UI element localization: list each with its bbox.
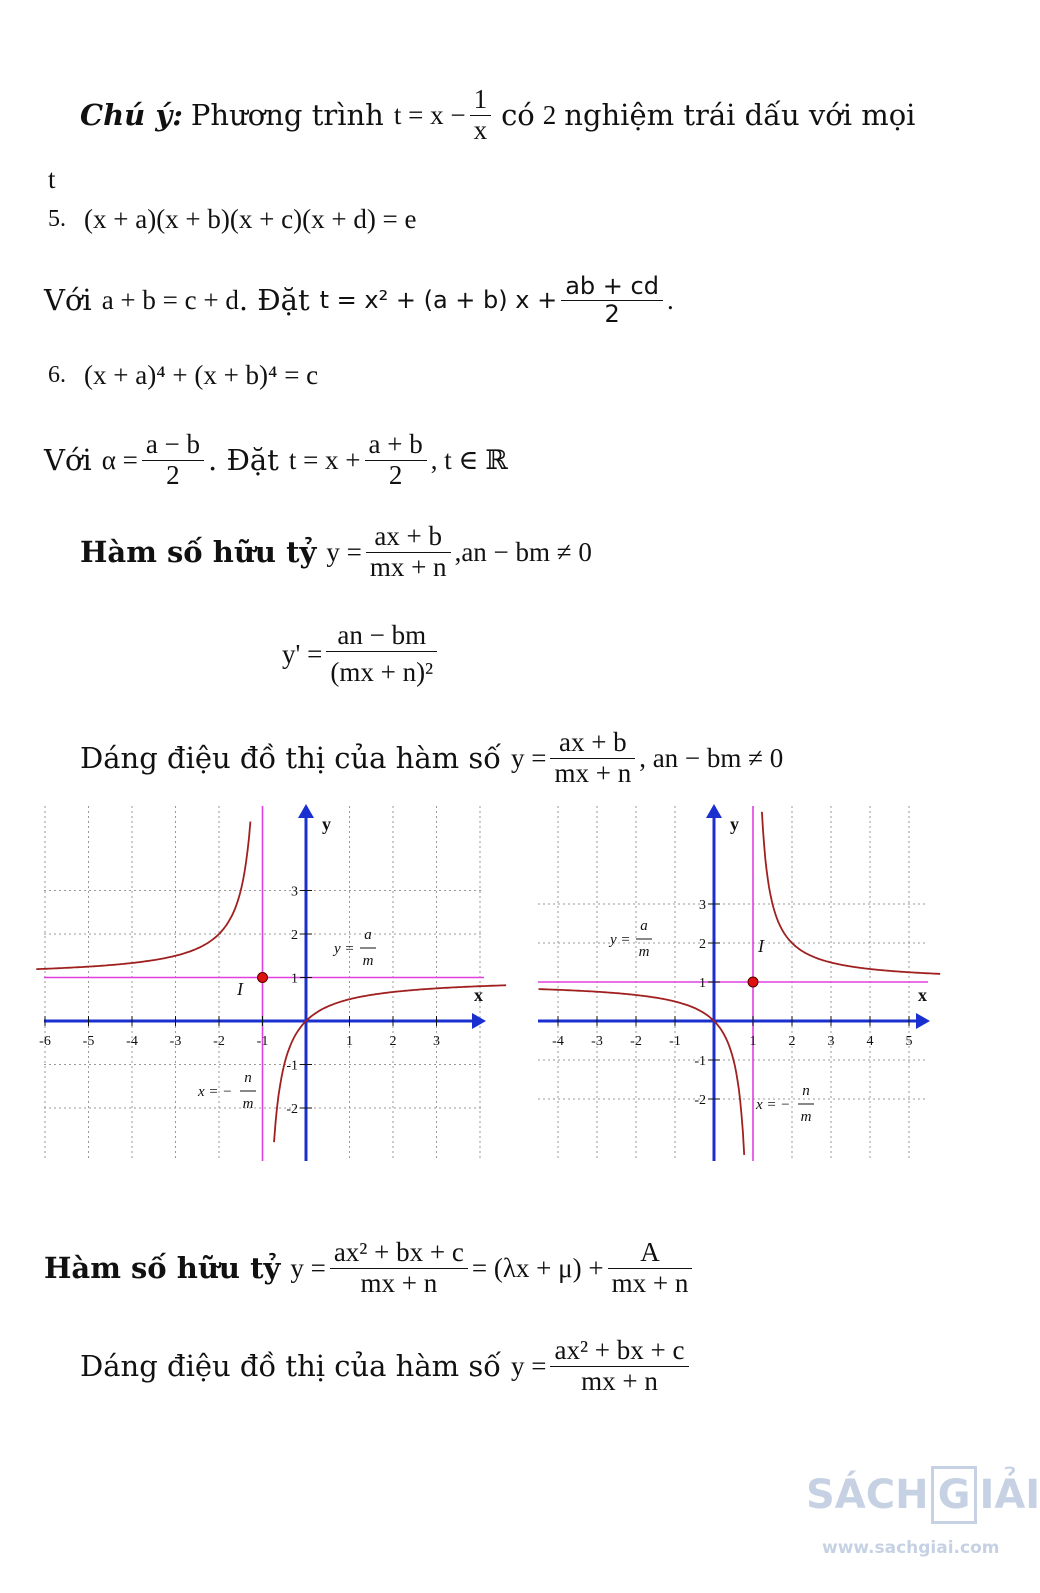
h-asymptote-den: m	[362, 953, 374, 969]
x-tick-label: -6	[39, 1034, 51, 1049]
x-axis-label: x	[474, 985, 483, 1005]
y-axis-label: y	[322, 814, 331, 834]
watermark-url: www.sachgiai.com	[822, 1538, 1000, 1558]
item6-t-num: a + b	[368, 428, 423, 459]
item5-substitution-line	[44, 262, 674, 338]
item6-set: . Đặt	[208, 443, 279, 477]
x-tick-label: -5	[82, 1034, 95, 1049]
rational1-shape-num: ax + b	[558, 726, 627, 757]
center-point	[748, 977, 758, 987]
item6-equation-line	[48, 360, 318, 391]
rational2-den2: mx + n	[608, 1268, 693, 1299]
y-axis-arrow	[298, 804, 314, 818]
watermark-logo	[806, 1466, 1040, 1524]
item5-set: . Đặt	[238, 283, 310, 317]
v-asymptote-label: x = −	[756, 1097, 791, 1113]
rational2-mid: = (λx + μ) +	[471, 1252, 604, 1283]
y-axis-arrow	[706, 804, 722, 818]
item5-end: .	[666, 284, 674, 315]
x-axis-arrow	[916, 1013, 930, 1029]
hyperbola-graph-right	[534, 800, 934, 1165]
rational1-deriv-fraction	[326, 621, 437, 687]
note-text-2: có	[501, 98, 535, 132]
note-frac-den: x	[470, 115, 492, 146]
item6-with: Với	[44, 443, 92, 477]
item5-equation-line	[48, 204, 417, 235]
x-tick-label: 2	[389, 1034, 397, 1049]
y-tick-label: 1	[699, 976, 706, 991]
item6-substitution-line	[44, 420, 508, 500]
rational1-title: Hàm số hữu tỷ	[80, 535, 317, 569]
rational2-num2: A	[640, 1236, 660, 1267]
item5-t-equation: t = x² + (a + b) x +	[319, 286, 558, 314]
rational1-shape-text: Dáng điệu đồ thị của hàm số	[80, 741, 501, 775]
center-label: I	[758, 936, 764, 956]
x-tick-label: 4	[866, 1034, 874, 1049]
item5-number: 5.	[48, 206, 66, 232]
item5-equation: (x + a)(x + b)(x + c)(x + d) = e	[84, 204, 417, 234]
rational2-line	[44, 1226, 696, 1310]
item6-t-left: t = x +	[288, 444, 361, 475]
note-frac-num: 1	[473, 83, 488, 114]
h-asymptote-den: m	[638, 944, 650, 960]
item6-alpha-num: a − b	[145, 428, 201, 459]
rational2-shape-num: ax² + bx + c	[554, 1334, 685, 1365]
rational1-cond: ,an − bm ≠ 0	[454, 536, 592, 567]
rational1-fraction	[366, 522, 451, 582]
x-tick-label: 2	[788, 1034, 796, 1049]
y-tick-label: 1	[291, 971, 298, 987]
rational1-shape-y: y =	[510, 742, 547, 773]
x-axis-arrow	[472, 1013, 486, 1029]
rational1-deriv-den: (mx + n)²	[326, 651, 437, 688]
rational2-fraction-2	[608, 1238, 693, 1298]
note-num: 2	[542, 99, 557, 130]
x-tick-label: 1	[749, 1034, 757, 1049]
rational1-num: ax + b	[374, 520, 443, 551]
x-tick-label: -2	[213, 1034, 225, 1049]
y-tick-label: -1	[694, 1054, 706, 1069]
rational1-deriv-num: an − bm	[337, 619, 427, 650]
item5-frac-den: 2	[561, 300, 663, 327]
note-label: Chú ý:	[80, 98, 183, 132]
item6-alpha: α =	[101, 444, 138, 475]
item6-t-den: 2	[365, 460, 427, 491]
rational2-y-left: y =	[290, 1252, 326, 1283]
rational1-derivative	[282, 604, 441, 704]
rational2-shape-line	[80, 1324, 693, 1408]
x-tick-label: 3	[433, 1034, 440, 1049]
item5-condition: a + b = c + d	[101, 284, 239, 315]
v-asymptote-num: n	[802, 1083, 810, 1099]
curve-branch-right	[274, 985, 506, 1142]
rational1-line	[80, 512, 592, 592]
h-asymptote-label: y =	[334, 941, 355, 957]
y-tick-label: 2	[699, 937, 706, 952]
y-tick-label: 2	[291, 928, 298, 943]
x-axis-label: x	[918, 985, 927, 1005]
item5-frac-num: ab + cd	[565, 272, 659, 301]
x-tick-label: -3	[169, 1034, 182, 1049]
rational2-den: mx + n	[330, 1268, 468, 1299]
rational1-y-left: y =	[326, 536, 362, 567]
note-text-3: nghiệm trái dấu với mọi	[564, 98, 916, 132]
h-asymptote-num: a	[640, 918, 648, 934]
x-tick-label: 3	[827, 1034, 835, 1049]
center-point	[258, 973, 268, 983]
v-asymptote-den: m	[800, 1109, 812, 1125]
rational2-shape-text: Dáng điệu đồ thị của hàm số	[80, 1349, 501, 1383]
note-fraction	[470, 85, 492, 145]
rational1-shape-den: mx + n	[550, 758, 635, 789]
item6-t-fraction	[365, 430, 427, 490]
x-tick-label: -4	[126, 1034, 138, 1049]
x-tick-label: -4	[552, 1034, 564, 1049]
item6-t-tail: , t ∈ ℝ	[430, 444, 508, 475]
rational2-fraction	[330, 1238, 468, 1298]
watermark-brand-left: SÁCH	[806, 1472, 929, 1518]
rational1-shape-cond: , an − bm ≠ 0	[639, 742, 784, 773]
item6-alpha-den: 2	[142, 460, 204, 491]
curve-branch-right	[762, 812, 940, 974]
rational1-deriv-left: y' =	[282, 638, 323, 669]
h-asymptote-num: a	[364, 927, 372, 943]
item6-number: 6.	[48, 362, 66, 388]
note-text-1: Phương trình	[190, 98, 384, 132]
rational2-shape-den: mx + n	[550, 1366, 688, 1397]
rational1-shape-fraction	[550, 728, 635, 788]
rational2-shape-y: y =	[510, 1350, 547, 1381]
rational2-shape-fraction	[550, 1336, 688, 1396]
note-continuation: t	[48, 164, 56, 194]
y-tick-label: 3	[291, 884, 298, 900]
x-tick-label: 1	[346, 1034, 353, 1049]
curve-branch-left	[36, 822, 250, 970]
y-axis-label: y	[730, 814, 739, 834]
y-tick-label: 3	[699, 898, 706, 913]
v-asymptote-den: m	[242, 1096, 254, 1112]
y-tick-label: -2	[286, 1102, 298, 1117]
x-tick-label: -1	[256, 1034, 269, 1049]
rational1-shape-line	[80, 718, 783, 798]
x-tick-label: -2	[630, 1034, 642, 1049]
x-tick-label: -3	[591, 1034, 603, 1049]
hyperbola-graph-left	[40, 800, 490, 1165]
y-tick-label: -2	[694, 1093, 706, 1108]
item6-equation: (x + a)⁴ + (x + b)⁴ = c	[84, 360, 319, 390]
h-asymptote-label: y =	[610, 932, 631, 948]
v-asymptote-num: n	[244, 1070, 252, 1086]
item5-fraction	[561, 273, 663, 327]
item6-alpha-fraction	[142, 430, 204, 490]
item5-with: Với	[44, 283, 92, 317]
center-label: I	[237, 979, 243, 999]
note-eq-left: t = x −	[393, 99, 466, 130]
rational1-den: mx + n	[366, 552, 451, 583]
rational2-title: Hàm số hữu tỷ	[44, 1251, 281, 1285]
x-tick-label: 5	[905, 1034, 913, 1049]
watermark-brand-right: IẢI	[979, 1472, 1040, 1518]
v-asymptote-label: x = −	[198, 1084, 233, 1100]
note-line	[80, 80, 915, 150]
rational2-num: ax² + bx + c	[333, 1236, 464, 1267]
y-tick-label: -1	[286, 1058, 298, 1074]
x-tick-label: -1	[669, 1034, 681, 1049]
watermark-brand-box: G	[931, 1466, 978, 1524]
